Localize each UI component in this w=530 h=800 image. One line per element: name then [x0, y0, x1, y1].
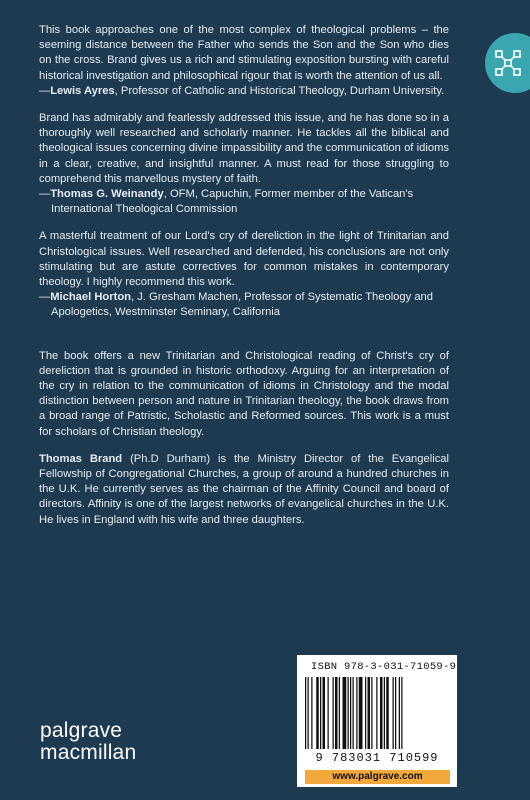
barcode-bar — [305, 677, 306, 749]
barcode-bar — [316, 677, 319, 749]
barcode-bar — [353, 677, 354, 749]
barcode-bar — [365, 677, 366, 749]
barcode-bar — [311, 677, 312, 749]
endorsement-2 — [39, 111, 449, 217]
barcode-bar — [380, 677, 383, 749]
barcode-bar — [384, 677, 385, 749]
network-icon — [494, 49, 522, 77]
endorser-name: Thomas G. Weinandy — [50, 188, 164, 201]
barcode-bar — [368, 677, 371, 749]
barcode-bar — [393, 677, 394, 749]
barcode-bar — [335, 677, 338, 749]
barcode-bar — [323, 677, 326, 749]
endorsement-3 — [39, 229, 449, 320]
barcode-bar — [401, 677, 402, 749]
barcode-bar — [333, 677, 334, 749]
endorser-name: Lewis Ayres — [50, 84, 115, 97]
barcode-bar — [359, 677, 363, 749]
barcode-bar — [339, 677, 340, 749]
barcode-bar — [356, 677, 357, 749]
author-bio-text: (Ph.D Durham) is the Ministry Director of the Evangelical Fellowship of Congregational Churches, a group of around a hundred churches in the U.K. He currently serves as the chairman of the Affinity Council and board of directors. Affinity is one of the largest networks of evangelical churches in the U.K. He lives in England with his wife and three daughters. — [39, 452, 449, 526]
publisher-url-bar — [305, 770, 450, 784]
endorsement-attribution: —Lewis Ayres, Professor of Catholic and Historical Theology, Durham University. — [39, 84, 445, 97]
barcode-bar — [328, 677, 329, 749]
endorsement-text: A masterful treatment of our Lord's cry of dereliction in the light of Trinitarian and Christological issues. Well researched and defended, his conclusions are not only stimulating but are astute correctives for common mistakes in contemporary theology. I highly recommend this work. — [39, 230, 449, 289]
barcode-bar — [386, 677, 389, 749]
barcode-bar — [348, 677, 349, 749]
barcode-bar — [395, 677, 396, 749]
barcode-bar — [320, 677, 321, 749]
publisher-logo — [40, 720, 136, 764]
series-badge — [485, 33, 530, 93]
publisher-name-line2: macmillan — [40, 741, 137, 764]
endorser-role: , J. Gresham Machen, Professor of Systematic Theology and Apologetics, Westminster Seminary, California — [51, 291, 433, 319]
barcode-bar — [343, 677, 347, 749]
barcode-bar — [371, 677, 372, 749]
endorsement-attribution: —Thomas G. Weinandy, OFM, Capuchin, Former member of the Vatican's International Theological Commission — [39, 188, 414, 216]
barcode-bar — [308, 677, 309, 749]
back-cover-text — [39, 23, 449, 528]
endorsement-attribution: —Michael Horton, J. Gresham Machen, Professor of Systematic Theology and Apologetics, Westminster Seminary, California — [39, 291, 433, 319]
isbn-digits: 9 783031 710599 — [315, 751, 439, 765]
endorsement-text: This book approaches one of the most complex of theological problems – the seeming distance between the Father who sends the Son and the Son who dies on the cross. Brand gives us a rich and stimulating exposition bursting with careful historical investigation and philosophical rigour that is worth the attention of us all. — [39, 24, 449, 82]
endorser-role: , OFM, Capuchin, Former member of the Vatican's International Theological Commission — [51, 188, 414, 216]
barcode-bar — [376, 677, 377, 749]
book-description: The book offers a new Trinitarian and Christological reading of Christ's cry of dereliction that is grounded in historic orthodoxy. Arguing for an interpretation of the cry in relation to the communication of idioms in Christology and the modal distinction between person and nature in Trinitarian theology, the book draws from a broad range of Patristic, Scholastic and Reformed sources. This work is a must for scholars of Christian theology. — [39, 349, 449, 438]
endorsement-text: Brand has admirably and fearlessly addressed this issue, and he has done so in a thoroughly well researched and scholarly manner. He tackles all the biblical and theological issues concerning divine impassibility and the communication of idioms in a clear, creative, and insightful manner. A must read for those struggling to comprehend this marvellous mystery of faith. — [39, 112, 449, 185]
barcode-bars — [305, 677, 449, 753]
author-bio — [39, 452, 449, 528]
publisher-name-line1: palgrave — [40, 719, 123, 742]
publisher-url[interactable]: www.palgrave.com — [332, 771, 423, 782]
isbn-label: ISBN 978-3-031-71059-9 — [311, 661, 457, 673]
endorsement-1 — [39, 23, 449, 99]
barcode-bar — [350, 677, 351, 749]
endorser-name: Michael Horton — [50, 291, 131, 304]
author-name: Thomas Brand — [39, 452, 123, 465]
barcode-bar — [399, 677, 400, 749]
endorser-role: , Professor of Catholic and Historical Theology, Durham University. — [114, 84, 445, 97]
barcode-box — [297, 655, 457, 787]
